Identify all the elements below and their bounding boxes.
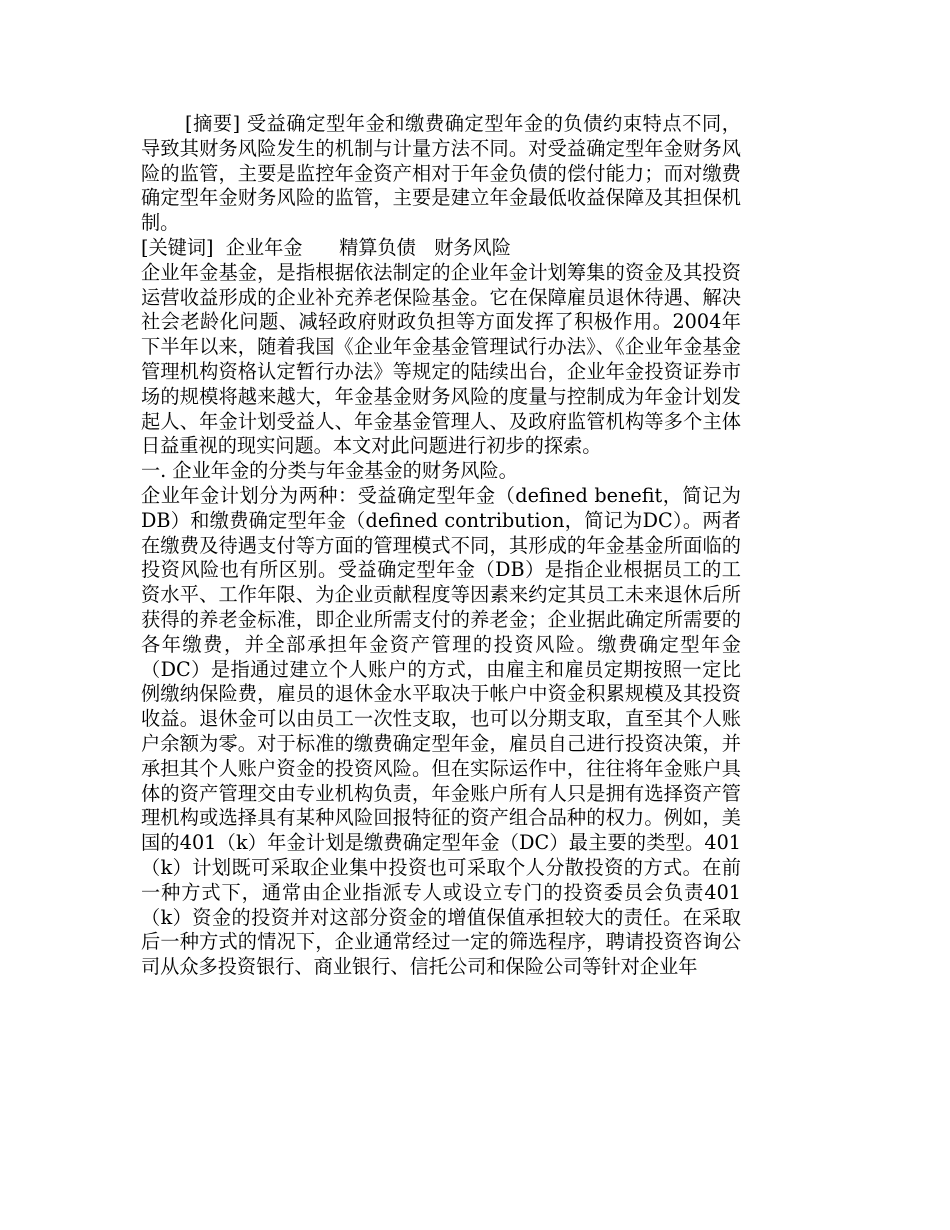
abstract-paragraph: [摘要] 受益确定型年金和缴费确定型年金的负债约束特点不同，导致其财务风险发生的机制与计量方法不同。对受益确定型年金财务风险的监管，主要是监控年金资产相对于年金负债的偿付能力；而对缴费确定型年金财务风险的监管，主要是建立年金最低收益保障及其担保机制。 <box>141 112 741 235</box>
keyword-item: 精算负债 <box>339 235 416 259</box>
intro-paragraph: 企业年金基金，是指根据依法制定的企业年金计划筹集的资金及其投资运营收益形成的企业补充养老保险基金。它在保障雇员退休待遇、解决社会老龄化问题、减轻政府财政负担等方面发挥了积极作用。2004年下半年以来，随着我国《企业年金基金管理试行办法》、《企业年金基金管理机构资格认定暂行办法》等规定的陆续出台，企业年金投资证券市场的规模将越来越大，年金基金财务风险的度量与控制成为年金计划发起人、年金计划受益人、年金基金管理人、及政府监管机构等多个主体日益重视的现实问题。本文对此问题进行初步的探索。 <box>141 260 741 458</box>
section-heading: 一. 企业年金的分类与年金基金的财务风险。 <box>141 459 518 483</box>
section-body-paragraph: 企业年金计划分为两种：受益确定型年金（defined benefit，简记为DB）和缴费确定型年金（defined contribution，简记为DC）。两者在缴费及待遇支付等方面的管理模式不同，其形成的年金基金所面临的投资风险也有所区别。受益确定型年金（DB）是指企业根据员工的工资水平、工作年限、为企业贡献程度等因素来约定其员工未来退休后所获得的养老金标准，即企业所需支付的养老金；企业据此确定所需要的各年缴费，并全部承担年金资产管理的投资风险。缴费确定型年金（DC）是指通过建立个人账户的方式，由雇主和雇员定期按照一定比例缴纳保险费，雇员的退休金水平取决于帐户中资金积累规模及其投资收益。退休金可以由员工一次性支取，也可以分期支取，直至其个人账户余额为零。对于标准的缴费确定型年金，雇员自己进行投资决策，并承担其个人账户资金的投资风险。但在实际运作中，往往将年金账户具体的资产管理交由专业机构负责，年金账户所有人只是拥有选择资产管理机构或选择具有某种风险回报特征的资产组合品种的权力。例如，美国的401（k）年金计划是缴费确定型年金（DC）最主要的类型。401（k）计划既可采取企业集中投资也可采取个人分散投资的方式。在前一种方式下，通常由企业指派专人或设立专门的投资委员会负责401（k）资金的投资并对这部分资金的增值保值承担较大的责任。在采取后一种方式的情况下，企业通常经过一定的筛选程序，聘请投资咨询公司从众多投资银行、商业银行、信托公司和保险公司等针对企业年 <box>141 483 741 979</box>
document-page <box>141 112 741 980</box>
keywords-label: [关键词] <box>141 235 214 259</box>
keywords-line <box>141 236 741 261</box>
keyword-item: 企业年金 <box>225 235 303 259</box>
keyword-item: 财务风险 <box>434 235 511 259</box>
